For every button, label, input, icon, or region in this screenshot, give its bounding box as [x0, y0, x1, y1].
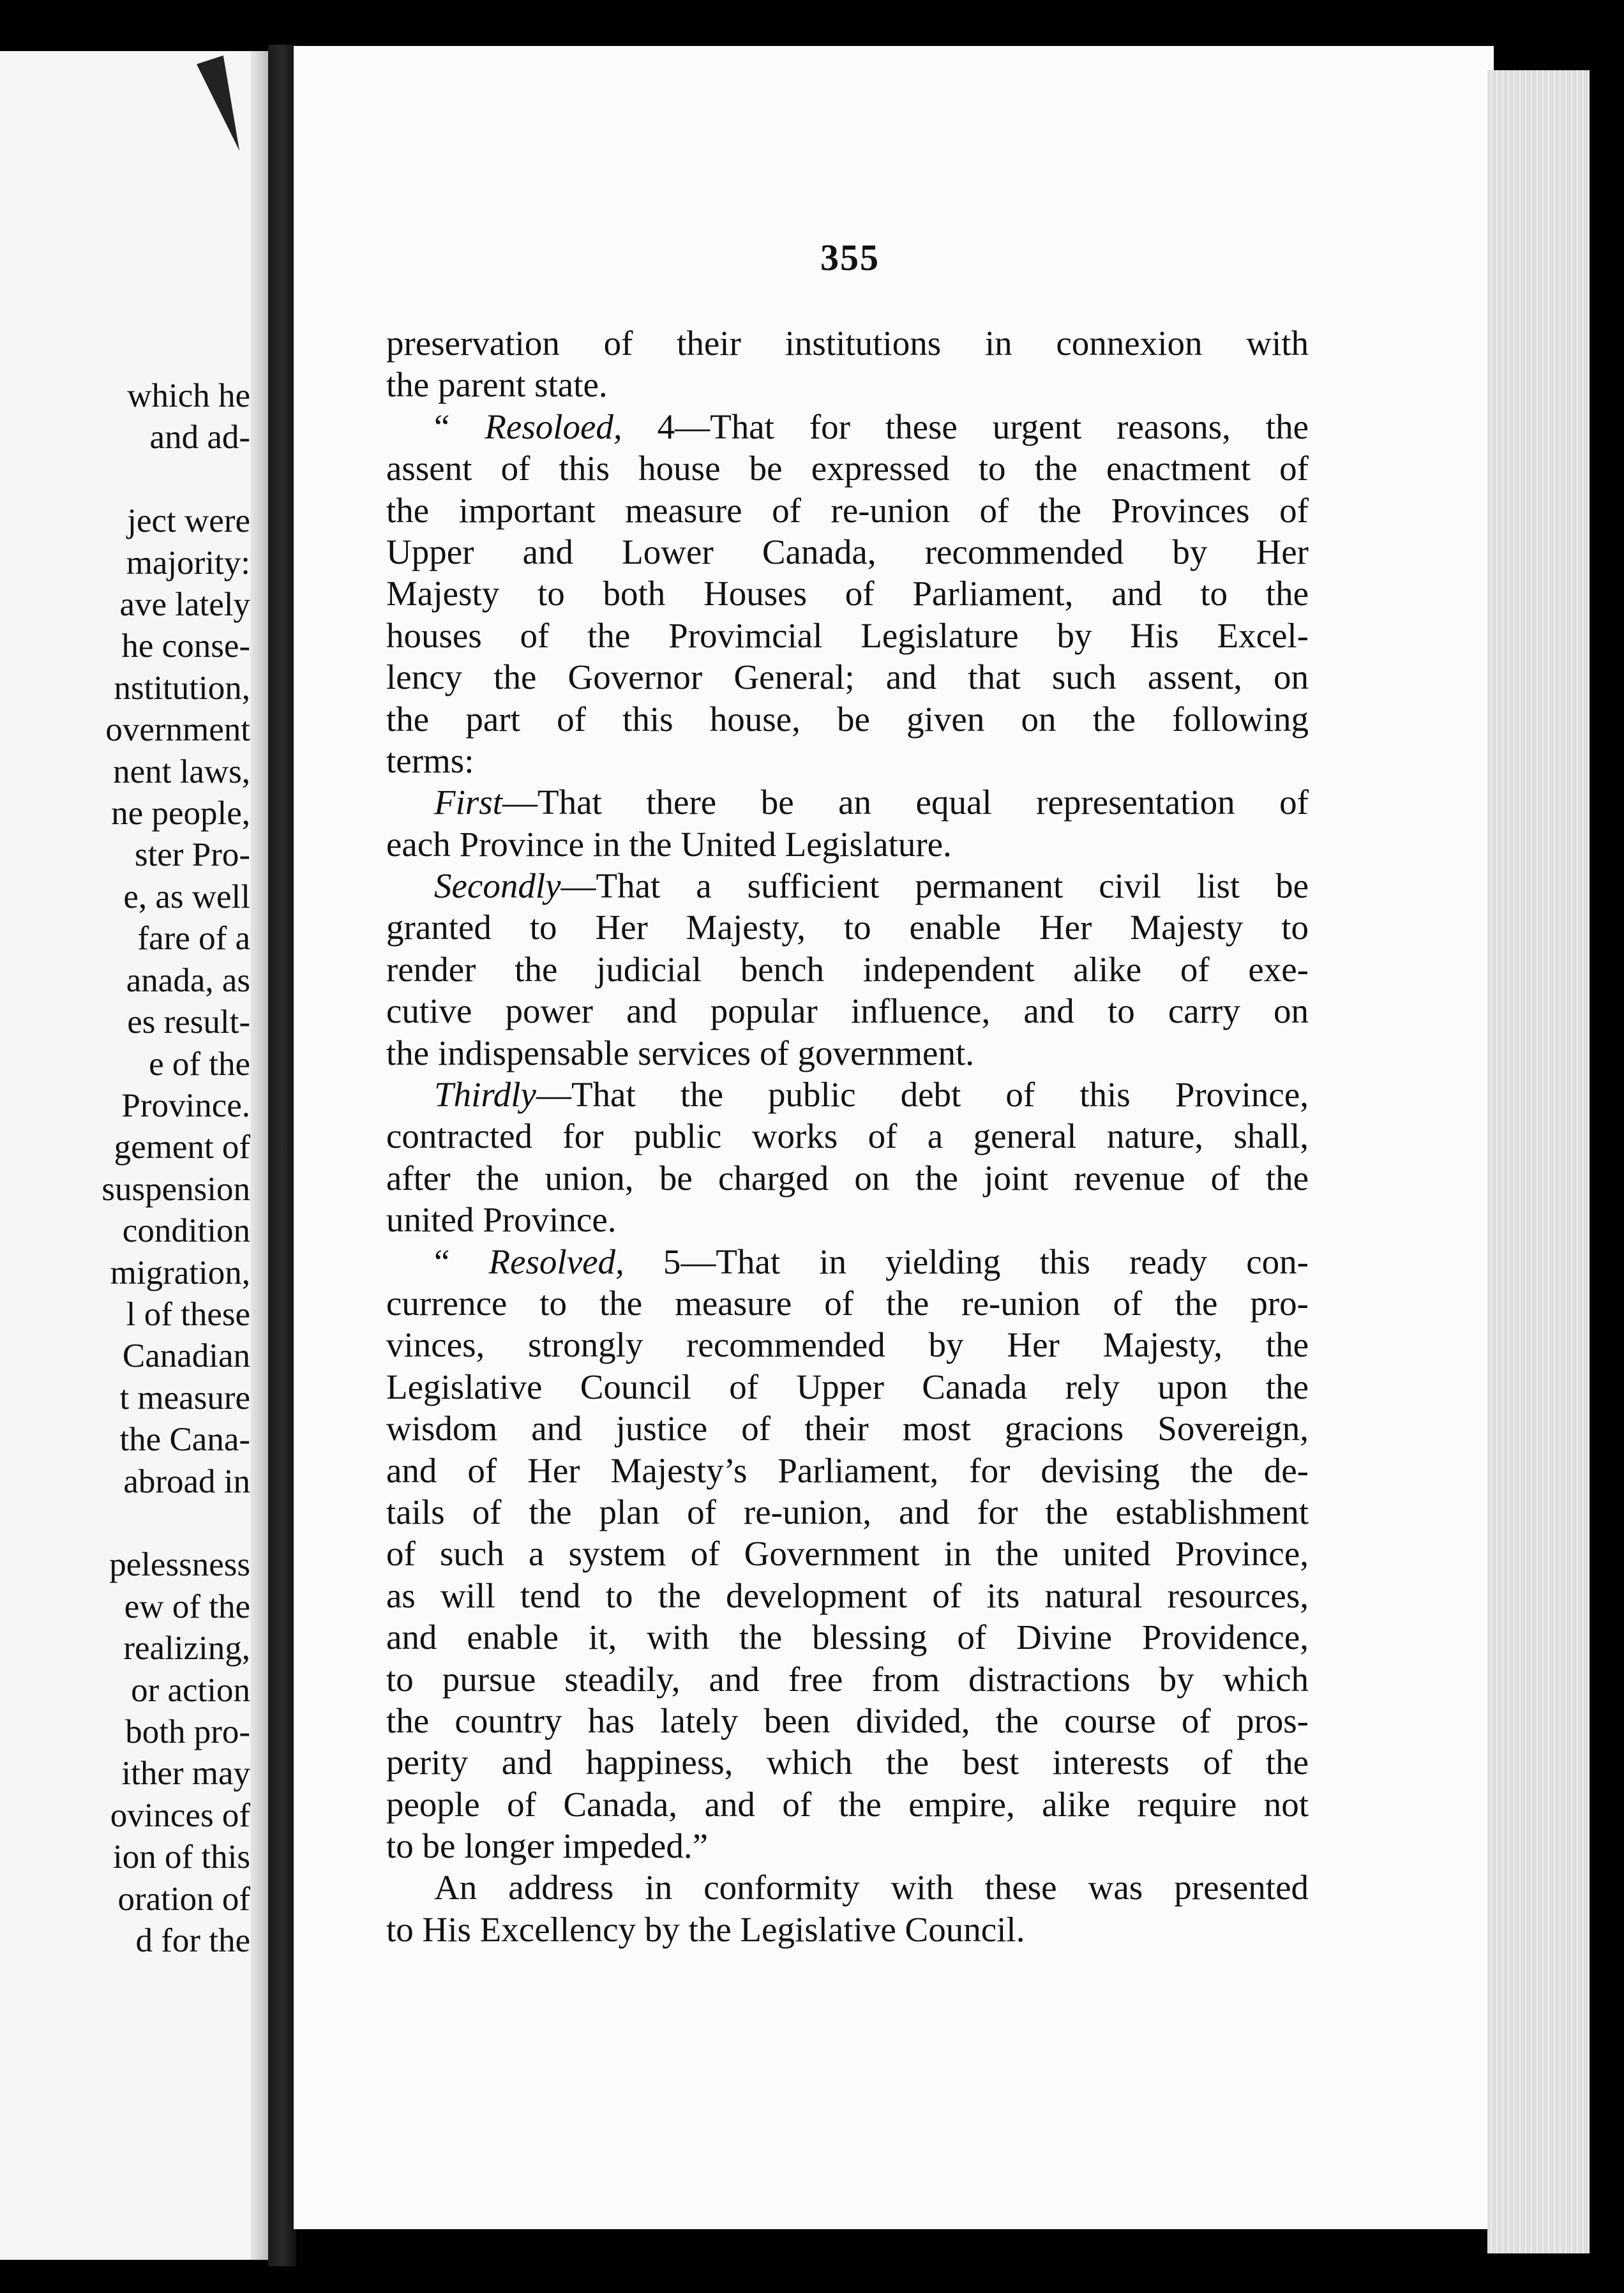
facing-page-line: d for the: [135, 1922, 250, 1960]
text-line: Secondly—That a sufficient permanent civil list be: [434, 866, 1309, 906]
page-number: 355: [820, 237, 880, 278]
text-line: cutive power and popular influence, and to carry on: [386, 991, 1309, 1031]
facing-page-line: ither may: [121, 1755, 250, 1793]
facing-page-line: both pro-: [125, 1713, 250, 1750]
text-line: of such a system of Government in the united Province,: [386, 1534, 1309, 1574]
text-line: “ Resolved, 5—That in yielding this ready con-: [434, 1242, 1309, 1281]
text-line: united Province.: [386, 1200, 617, 1240]
facing-page-line: nstitution,: [114, 669, 250, 707]
facing-page-line: ster Pro-: [134, 836, 250, 874]
facing-page-line: ovinces of: [110, 1796, 250, 1834]
text-line: terms:: [386, 741, 474, 780]
text-line: the indispensable services of government.: [386, 1033, 974, 1072]
text-line: lency the Governor General; and that such assent, on: [386, 658, 1309, 697]
text-line: and enable it, with the blessing of Divine Providence,: [386, 1618, 1309, 1657]
text-line: to be longer impeded.”: [386, 1826, 708, 1866]
facing-page-line: overnment: [105, 711, 250, 749]
text-line: each Province in the United Legislature.: [386, 824, 952, 864]
facing-page-line: t measure: [119, 1379, 250, 1417]
facing-page-line: abroad in: [123, 1462, 250, 1500]
facing-page-line: l of these: [126, 1295, 250, 1333]
text-line: “ Resoloed, 4—That for these urgent reasons, the: [434, 407, 1309, 446]
text-line: to His Excellency by the Legislative Council.: [386, 1909, 1025, 1949]
facing-page-line: ion of this: [113, 1838, 250, 1876]
facing-page-line: condition: [122, 1212, 250, 1250]
facing-page-line: he conse-: [121, 628, 250, 665]
facing-page-line: anada, as: [126, 961, 250, 999]
text-line: Majesty to both Houses of Parliament, and to the: [386, 574, 1309, 613]
facing-page-line: the Cana-: [119, 1421, 250, 1459]
text-line: people of Canada, and of the empire, alike require not: [386, 1784, 1309, 1824]
text-line: the country has lately been divided, the course of pros-: [386, 1701, 1309, 1740]
book-gutter: [268, 45, 296, 2266]
facing-page-line: oration of: [117, 1880, 250, 1918]
facing-page-line: realizing,: [123, 1630, 250, 1667]
facing-page-line: [102, 1503, 250, 1544]
text-line: assent of this house be expressed to the enactment of: [386, 449, 1309, 488]
facing-page-line: and ad-: [149, 419, 250, 456]
facing-page-line: e, as well: [123, 878, 250, 915]
facing-page-line: e of the: [149, 1045, 250, 1083]
facing-page: [0, 51, 268, 2260]
text-line: houses of the Provimcial Legislature by His Excel-: [386, 615, 1309, 655]
facing-page-line: ject were: [127, 502, 250, 540]
facing-page-line: Canadian: [122, 1337, 250, 1375]
facing-page-line: ew of the: [124, 1588, 250, 1625]
text-line: granted to Her Majesty, to enable Her Majesty to: [386, 908, 1309, 947]
facing-page-line: [102, 459, 250, 500]
text-line: the part of this house, be given on the following: [386, 699, 1309, 739]
facing-page-line: es result-: [127, 1004, 250, 1041]
text-line: contracted for public works of a general nature, shall,: [386, 1116, 1309, 1156]
text-line: render the judicial bench independent alike of exe-: [386, 949, 1309, 989]
page-corner-mark: [197, 56, 253, 155]
text-line: as will tend to the development of its natural resources,: [386, 1575, 1309, 1615]
text-line: An address in conformity with these was presented: [434, 1868, 1309, 1907]
facing-page-line: nent laws,: [113, 753, 250, 790]
text-line: Upper and Lower Canada, recommended by Her: [386, 532, 1309, 571]
facing-page-line: suspension: [102, 1170, 250, 1208]
text-line: tails of the plan of re-union, and for the establishment: [386, 1492, 1309, 1531]
text-line: and of Her Majesty’s Parliament, for devising the de-: [386, 1450, 1309, 1490]
facing-page-line: ave lately: [119, 586, 250, 624]
facing-page-line: fare of a: [137, 920, 250, 958]
text-line: the important measure of re-union of the Provinces of: [386, 490, 1309, 530]
facing-page-line: which he: [127, 377, 250, 414]
facing-page-line: Province.: [121, 1086, 250, 1124]
facing-page-line: migration,: [110, 1254, 250, 1291]
facing-page-text: [102, 375, 250, 1962]
text-line: the parent state.: [386, 365, 608, 405]
text-line: to pursue steadily, and free from distractions by which: [386, 1659, 1309, 1699]
facing-page-line: ne people,: [111, 795, 250, 832]
facing-page-line: gement of: [114, 1129, 250, 1166]
text-line: perity and happiness, which the best interests of the: [386, 1743, 1309, 1782]
text-line: vinces, strongly recommended by Her Majesty, the: [386, 1325, 1309, 1365]
facing-page-line: or action: [131, 1671, 250, 1709]
text-line: Legislative Council of Upper Canada rely upon the: [386, 1367, 1309, 1406]
text-line: currence to the measure of the re-union of the pro-: [386, 1283, 1309, 1323]
text-line: preservation of their institutions in connexion with: [386, 324, 1309, 363]
text-line: wisdom and justice of their most gracions Sovereign,: [386, 1409, 1309, 1448]
page-fold-shadow: [250, 51, 268, 2260]
text-line: Thirdly—That the public debt of this Province,: [434, 1075, 1309, 1115]
page-body-text: [386, 322, 1309, 1950]
text-line: after the union, be charged on the joint revenue of the: [386, 1158, 1309, 1198]
facing-page-line: pelessness: [109, 1546, 250, 1584]
page-edges: [1487, 70, 1590, 2253]
facing-page-line: majority:: [126, 544, 250, 582]
text-line: First—That there be an equal representation of: [434, 783, 1309, 822]
